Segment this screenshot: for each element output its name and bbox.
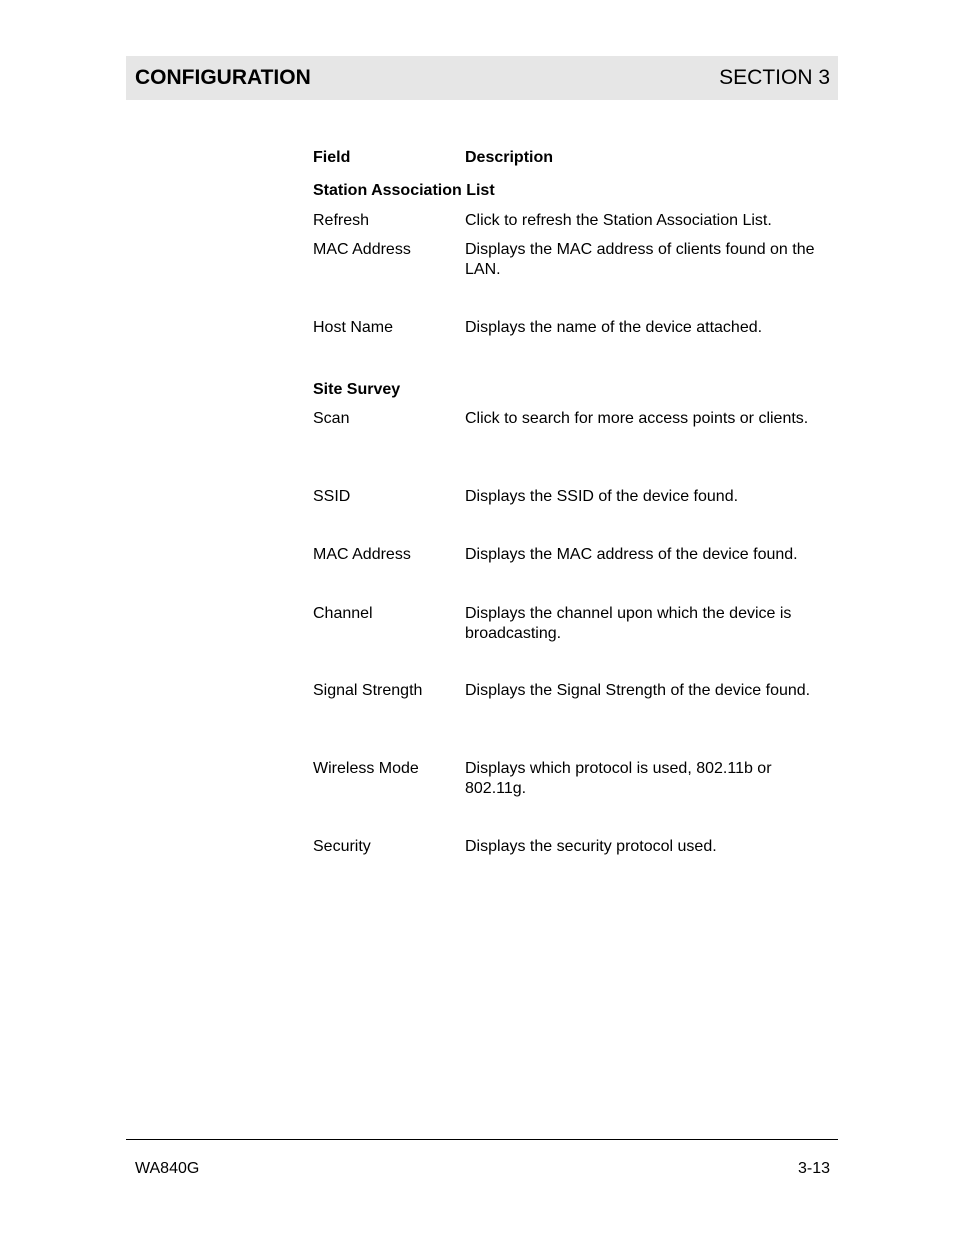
field-description: Displays the Signal Strength of the device found. bbox=[465, 682, 811, 699]
section-header bbox=[126, 56, 838, 100]
group-heading: Station Association List bbox=[313, 182, 495, 199]
field-name: Signal Strength bbox=[313, 682, 423, 699]
section-label: SECTION 3 bbox=[719, 66, 830, 89]
field-name: SSID bbox=[313, 488, 351, 505]
field-name: MAC Address bbox=[313, 546, 411, 563]
group-heading: Site Survey bbox=[313, 381, 401, 398]
chapter-title: CONFIGURATION bbox=[135, 66, 311, 89]
column-header-description: Description bbox=[465, 149, 554, 166]
field-name: MAC Address bbox=[313, 241, 411, 258]
field-description: Displays the MAC address of the device found. bbox=[465, 546, 798, 563]
field-name: Channel bbox=[313, 605, 373, 622]
field-description: Click to refresh the Station Association List. bbox=[465, 212, 772, 229]
page-number: 3-13 bbox=[797, 1160, 830, 1177]
field-description: Displays the security protocol used. bbox=[465, 838, 717, 855]
field-description: Displays the MAC address of clients found on the LAN. bbox=[465, 241, 815, 278]
field-description: Displays the channel upon which the device is broadcasting. bbox=[465, 605, 792, 642]
model-number: WA840G bbox=[135, 1160, 200, 1177]
field-description: Displays the name of the device attached. bbox=[465, 319, 763, 336]
field-description: Displays the SSID of the device found. bbox=[465, 488, 739, 505]
field-name: Wireless Mode bbox=[313, 760, 419, 777]
field-name: Refresh bbox=[313, 212, 370, 229]
column-header-field: Field bbox=[313, 149, 351, 166]
field-description: Click to search for more access points or clients. bbox=[465, 410, 809, 427]
field-name: Host Name bbox=[313, 319, 394, 336]
footer-divider bbox=[126, 1139, 838, 1140]
field-name: Scan bbox=[313, 410, 350, 427]
field-name: Security bbox=[313, 838, 371, 855]
field-description: Displays which protocol is used, 802.11b or 802.11g. bbox=[465, 760, 772, 797]
